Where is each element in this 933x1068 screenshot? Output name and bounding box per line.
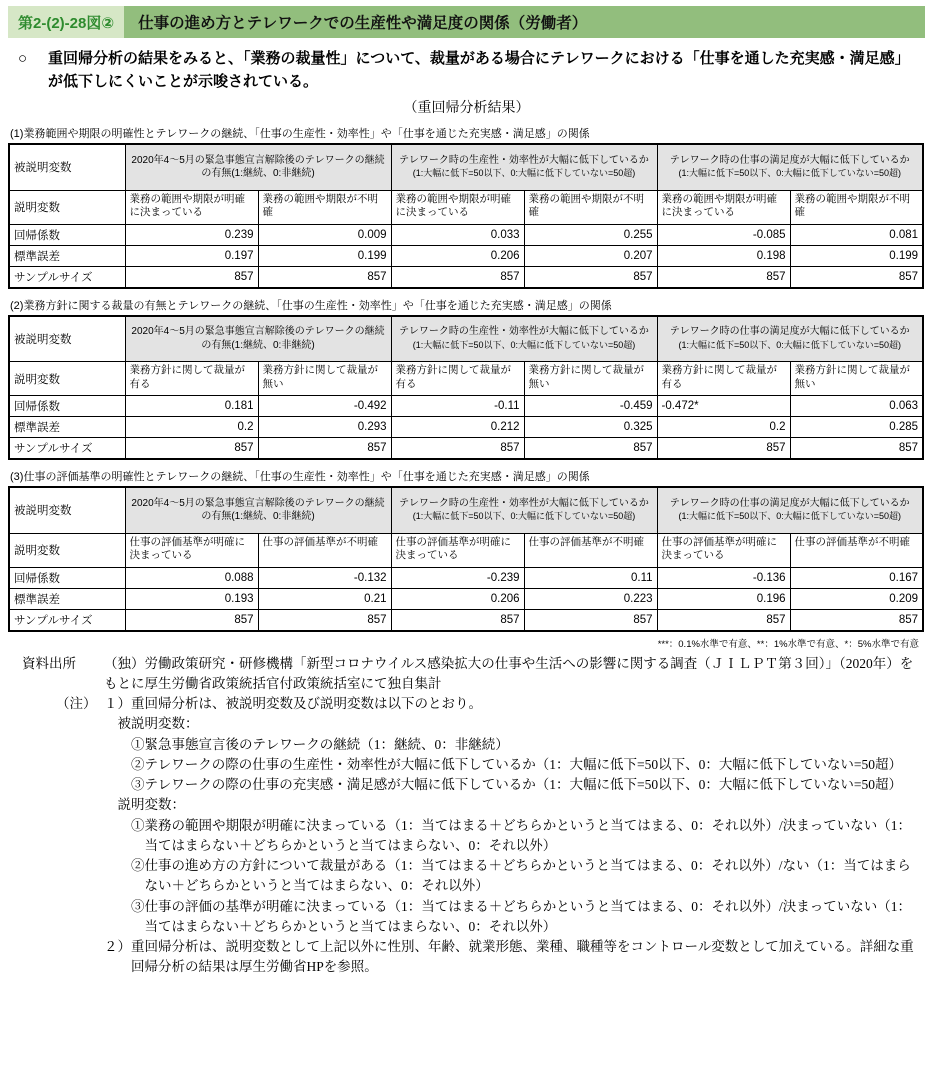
row-label: 被説明変数 xyxy=(9,487,125,533)
sample-size-value: 857 xyxy=(391,438,524,460)
std-error-value: 0.293 xyxy=(258,417,391,438)
coefficient-value: 0.11 xyxy=(524,567,657,588)
explanatory-variable-cell: 業務の範囲や期限が明確に決まっている xyxy=(125,190,258,224)
std-error-value: 0.212 xyxy=(391,417,524,438)
note-item: １）重回帰分析は、被説明変数及び説明変数は以下のとおり。 xyxy=(104,696,482,711)
explanatory-variable-cell: 業務方針に関して裁量が無い xyxy=(790,362,923,396)
table-caption: (1)業務範囲や期限の明確性とテレワークの継続、「仕事の生産性・効率性」や「仕事を通じた充実感・満足感」の関係 xyxy=(10,128,590,140)
explanatory-variable-cell: 業務方針に関して裁量が無い xyxy=(524,362,657,396)
table-block-1 xyxy=(8,125,925,289)
sample-size-value: 857 xyxy=(790,438,923,460)
row-label: サンプルサイズ xyxy=(9,266,125,288)
row-label: 説明変数 xyxy=(9,533,125,567)
source-text: （独）労働政策研究・研修機構「新型コロナウイルス感染拡大の仕事や生活への影響に関する調査（ＪＩＬＰＴ第３回）」（2020年）をもとに厚生労働省政策統括官付政策統括室にて独自集計 xyxy=(104,655,914,691)
note-item: ②テレワークの際の仕事の生産性・効率性が大幅に低下しているか（1：大幅に低下=50以下、0：大幅に低下していない=50超） xyxy=(131,756,902,772)
dependent-variable-header: テレワーク時の仕事の満足度が大幅に低下しているか (1:大幅に低下=50以下、0:大幅に低下していない=50超) xyxy=(657,144,923,190)
explanatory-variable-cell: 業務方針に関して裁量が有る xyxy=(125,362,258,396)
row-label: 回帰係数 xyxy=(9,396,125,417)
sample-size-value: 857 xyxy=(258,266,391,288)
dependent-variable-row xyxy=(9,487,923,533)
std-error-row xyxy=(9,245,923,266)
coefficient-value: 0.255 xyxy=(524,224,657,245)
coefficient-row xyxy=(9,224,923,245)
std-error-value: 0.209 xyxy=(790,588,923,609)
significance-note: ***：0.1%水準で有意、**：1%水準で有意、*：5%水準で有意 xyxy=(657,638,919,650)
dependent-variable-header: テレワーク時の生産性・効率性が大幅に低下しているか (1:大幅に低下=50以下、0:大幅に低下していない=50超) xyxy=(391,144,657,190)
source-label: 資料出所 xyxy=(22,655,76,671)
row-label: サンプルサイズ xyxy=(9,438,125,460)
row-label: サンプルサイズ xyxy=(9,609,125,631)
explanatory-variable-cell: 業務の範囲や期限が明確に決まっている xyxy=(657,190,790,224)
explanatory-variable-cell: 業務の範囲や期限が不明確 xyxy=(258,190,391,224)
dependent-variable-scale: (1:大幅に低下=50以下、0:大幅に低下していない=50超) xyxy=(678,168,902,179)
sample-size-value: 857 xyxy=(391,609,524,631)
note-item: ③テレワークの際の仕事の充実感・満足感が大幅に低下しているか（1：大幅に低下=50以下、0：大幅に低下していない=50超） xyxy=(131,777,902,792)
dependent-variable-header: テレワーク時の生産性・効率性が大幅に低下しているか (1:大幅に低下=50以下、0:大幅に低下していない=50超) xyxy=(391,316,657,362)
dependent-variable-scale: (1:大幅に低下=50以下、0:大幅に低下していない=50超) xyxy=(678,339,902,350)
explanatory-variable-row xyxy=(9,190,923,224)
sample-size-value: 857 xyxy=(524,609,657,631)
note-item: 説明変数： xyxy=(117,797,185,813)
std-error-value: 0.223 xyxy=(524,588,657,609)
explanatory-variable-cell: 仕事の評価基準が不明確 xyxy=(790,533,923,567)
explanatory-variable-cell: 仕事の評価基準が明確に決まっている xyxy=(391,533,524,567)
table-caption: (2)業務方針に関する裁量の有無とテレワークの継続、「仕事の生産性・効率性」や「仕事を通じた充実感・満足感」の関係 xyxy=(10,299,612,312)
note-item: 被説明変数： xyxy=(117,716,199,732)
table-block-3 xyxy=(8,468,925,632)
coefficient-value: 0.063 xyxy=(790,396,923,417)
dependent-variable-scale: (1:大幅に低下=50以下、0:大幅に低下していない=50超) xyxy=(678,511,902,522)
std-error-value: 0.206 xyxy=(391,245,524,266)
lead-paragraph xyxy=(18,48,919,93)
dependent-variable-header: テレワーク時の仕事の満足度が大幅に低下しているか (1:大幅に低下=50以下、0:大幅に低下していない=50超) xyxy=(657,487,923,533)
coefficient-value: 0.009 xyxy=(258,224,391,245)
explanatory-variable-cell: 仕事の評価基準が明確に決まっている xyxy=(657,533,790,567)
figure-number: 第2-(2)-28図② xyxy=(8,6,124,38)
sample-size-value: 857 xyxy=(657,438,790,460)
regression-table-3 xyxy=(8,486,924,632)
sample-size-value: 857 xyxy=(657,609,790,631)
row-label: 回帰係数 xyxy=(9,224,125,245)
source-and-notes xyxy=(8,654,925,978)
lead-text: 重回帰分析の結果をみると、「業務の裁量性」について、裁量がある場合にテレワークにおける「仕事を通した充実感・満足感」が低下しにくいことが示唆されている。 xyxy=(48,50,910,90)
std-error-row xyxy=(9,588,923,609)
std-error-value: 0.199 xyxy=(258,245,391,266)
explanatory-variable-cell: 仕事の評価基準が明確に決まっている xyxy=(125,533,258,567)
coefficient-value: 0.167 xyxy=(790,567,923,588)
sample-size-row xyxy=(9,438,923,460)
subtitle: （重回帰分析結果） xyxy=(403,99,530,115)
dependent-variable-row xyxy=(9,144,923,190)
sample-size-value: 857 xyxy=(524,266,657,288)
regression-table-2 xyxy=(8,315,924,461)
sample-size-value: 857 xyxy=(125,266,258,288)
coefficient-value: -0.239 xyxy=(391,567,524,588)
dependent-variable-header: テレワーク時の仕事の満足度が大幅に低下しているか (1:大幅に低下=50以下、0:大幅に低下していない=50超) xyxy=(657,316,923,362)
coefficient-value: 0.239 xyxy=(125,224,258,245)
row-label: 被説明変数 xyxy=(9,144,125,190)
dependent-variable-row xyxy=(9,316,923,362)
explanatory-variable-cell: 仕事の評価基準が不明確 xyxy=(524,533,657,567)
notes-row xyxy=(22,694,925,978)
dependent-variable-header: 2020年4～5月の緊急事態宣言解除後のテレワークの継続の有無(1:継続、0:非継続) xyxy=(125,144,391,190)
std-error-value: 0.207 xyxy=(524,245,657,266)
notes-label: （注） xyxy=(56,696,97,711)
sample-size-value: 857 xyxy=(258,438,391,460)
std-error-value: 0.193 xyxy=(125,588,258,609)
coefficient-row xyxy=(9,567,923,588)
sample-size-row xyxy=(9,609,923,631)
sample-size-value: 857 xyxy=(790,266,923,288)
explanatory-variable-cell: 業務方針に関して裁量が有る xyxy=(391,362,524,396)
coefficient-value: -0.136 xyxy=(657,567,790,588)
sample-size-row xyxy=(9,266,923,288)
coefficient-value: -0.085 xyxy=(657,224,790,245)
notes-list xyxy=(104,694,925,978)
explanatory-variable-row xyxy=(9,533,923,567)
std-error-value: 0.199 xyxy=(790,245,923,266)
coefficient-value: 0.081 xyxy=(790,224,923,245)
sample-size-value: 857 xyxy=(657,266,790,288)
explanatory-variable-cell: 業務の範囲や期限が不明確 xyxy=(524,190,657,224)
row-label: 説明変数 xyxy=(9,362,125,396)
explanatory-variable-cell: 仕事の評価基準が不明確 xyxy=(258,533,391,567)
note-item: ①業務の範囲や期限が明確に決まっている（1：当てはまる＋どちらかというと当てはまる、0：それ以外）/決まっていない（1：当てはまらない＋どちらかというと当てはまらない、0：それ以外） xyxy=(131,817,911,853)
row-label: 標準誤差 xyxy=(9,588,125,609)
dependent-variable-header: 2020年4～5月の緊急事態宣言解除後のテレワークの継続の有無(1:継続、0:非継続) xyxy=(125,487,391,533)
explanatory-variable-cell: 業務方針に関して裁量が無い xyxy=(258,362,391,396)
dependent-variable-header: テレワーク時の生産性・効率性が大幅に低下しているか (1:大幅に低下=50以下、0:大幅に低下していない=50超) xyxy=(391,487,657,533)
table-block-2 xyxy=(8,297,925,461)
std-error-value: 0.285 xyxy=(790,417,923,438)
source-row xyxy=(22,654,925,695)
std-error-value: 0.2 xyxy=(657,417,790,438)
coefficient-value: -0.472* xyxy=(657,396,790,417)
std-error-value: 0.198 xyxy=(657,245,790,266)
sample-size-value: 857 xyxy=(524,438,657,460)
row-label: 説明変数 xyxy=(9,190,125,224)
lead-bullet: ○ xyxy=(18,50,28,67)
note-item: ①緊急事態宣言後のテレワークの継続（1：継続、0：非継続） xyxy=(131,736,509,752)
std-error-value: 0.2 xyxy=(125,417,258,438)
dependent-variable-scale: (1:大幅に低下=50以下、0:大幅に低下していない=50超) xyxy=(412,339,636,350)
sample-size-value: 857 xyxy=(790,609,923,631)
sample-size-value: 857 xyxy=(258,609,391,631)
std-error-value: 0.197 xyxy=(125,245,258,266)
table-caption: (3)仕事の評価基準の明確性とテレワークの継続、「仕事の生産性・効率性」や「仕事を通じた充実感・満足感」の関係 xyxy=(10,471,590,483)
std-error-value: 0.325 xyxy=(524,417,657,438)
std-error-value: 0.21 xyxy=(258,588,391,609)
figure-title: 仕事の進め方とテレワークでの生産性や満足度の関係（労働者） xyxy=(138,15,588,32)
std-error-row xyxy=(9,417,923,438)
explanatory-variable-row xyxy=(9,362,923,396)
sample-size-value: 857 xyxy=(125,438,258,460)
std-error-value: 0.206 xyxy=(391,588,524,609)
coefficient-value: -0.459 xyxy=(524,396,657,417)
dependent-variable-scale: (1:大幅に低下=50以下、0:大幅に低下していない=50超) xyxy=(412,511,636,522)
coefficient-value: -0.11 xyxy=(391,396,524,417)
note-item: ２）重回帰分析は、説明変数として上記以外に性別、年齢、就業形態、業種、職種等をコントロール変数として加えている。詳細な重回帰分析の結果は厚生労働省HPを参照。 xyxy=(104,939,914,975)
coefficient-value: 0.181 xyxy=(125,396,258,417)
sample-size-value: 857 xyxy=(125,609,258,631)
coefficient-value: 0.088 xyxy=(125,567,258,588)
sample-size-value: 857 xyxy=(391,266,524,288)
coefficient-value: -0.492 xyxy=(258,396,391,417)
dependent-variable-scale: (1:大幅に低下=50以下、0:大幅に低下していない=50超) xyxy=(412,168,636,179)
row-label: 被説明変数 xyxy=(9,316,125,362)
note-item: ③仕事の評価の基準が明確に決まっている（1：当てはまる＋どちらかというと当てはまる、0：それ以外）/決まっていない（1：当てはまらない＋どちらかというと当てはまらない、0：それ以外） xyxy=(131,898,911,934)
std-error-value: 0.196 xyxy=(657,588,790,609)
explanatory-variable-cell: 業務の範囲や期限が明確に決まっている xyxy=(391,190,524,224)
row-label: 標準誤差 xyxy=(9,245,125,266)
regression-table-1 xyxy=(8,143,924,289)
coefficient-value: -0.132 xyxy=(258,567,391,588)
coefficient-value: 0.033 xyxy=(391,224,524,245)
row-label: 標準誤差 xyxy=(9,417,125,438)
explanatory-variable-cell: 業務方針に関して裁量が有る xyxy=(657,362,790,396)
dependent-variable-header: 2020年4～5月の緊急事態宣言解除後のテレワークの継続の有無(1:継続、0:非継続) xyxy=(125,316,391,362)
figure-header xyxy=(8,6,925,38)
note-item: ②仕事の進め方の方針について裁量がある（1：当てはまる＋どちらかというと当てはまる、0：それ以外）/ない（1：当てはまらない＋どちらかというと当てはまらない、0：それ以外） xyxy=(131,858,911,894)
coefficient-row xyxy=(9,396,923,417)
row-label: 回帰係数 xyxy=(9,567,125,588)
explanatory-variable-cell: 業務の範囲や期限が不明確 xyxy=(790,190,923,224)
